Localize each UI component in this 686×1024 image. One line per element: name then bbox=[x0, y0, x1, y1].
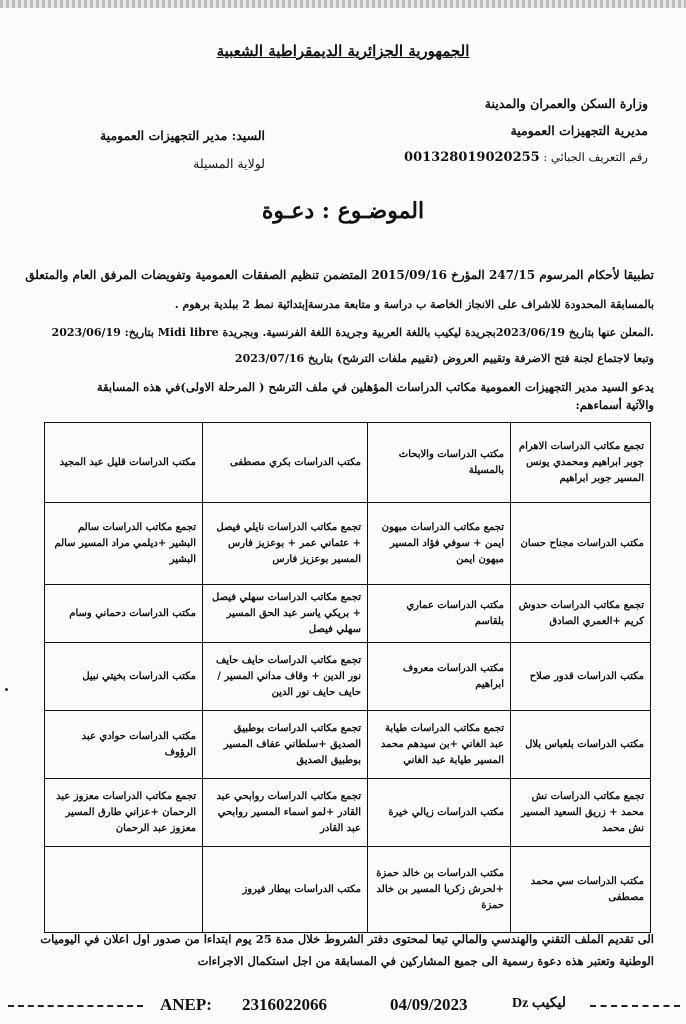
table-cell: مكتب الدراسات بخيتي نبيل bbox=[45, 643, 203, 711]
anep-label: ANEP: bbox=[160, 995, 212, 1014]
table-cell: مكتب الدراسات سي محمد مصطفى bbox=[511, 847, 651, 933]
table-row bbox=[45, 503, 651, 585]
invitation-text bbox=[34, 378, 654, 414]
footer-divider bbox=[8, 1005, 143, 1007]
publication-date: 04/09/2023 bbox=[390, 995, 468, 1014]
table-cell: تجمع مكاتب الدراسات سهلي فيصل + بريكي ياسر عبد الحق المسير سهلي فيصل bbox=[203, 585, 368, 643]
issuer-block bbox=[404, 90, 648, 171]
table-cell: تجمع مكاتب الدراسات حدوش كريم +العمري الصادق bbox=[511, 585, 651, 643]
table-row bbox=[45, 779, 651, 847]
table-cell: مكتب الدراسات قليل عبد المجيد bbox=[45, 423, 203, 503]
footer-strip bbox=[0, 995, 686, 1019]
table-cell: تجمع مكاتب الدراسات طيابة عبد الغاني +بن سيدهم محمد المسير طيابة عبد الغاني bbox=[368, 711, 511, 779]
table-row bbox=[45, 585, 651, 643]
table-cell: تجمع مكاتب الدراسات سالم البشير +ديلمي مراد المسير سالم البشير bbox=[45, 503, 203, 585]
table-cell: تجمع مكاتب الدراسات معزوز عبد الرحمان +عزاني طارق المسير معزوز عبد الرحمان bbox=[45, 779, 203, 847]
table-cell: تجمع مكاتب الدراسات نايلي فيصل + عثماني عمر + بوعزيز فارس المسير بوعزيز فارس bbox=[203, 503, 368, 585]
addressee-block bbox=[55, 122, 265, 178]
anep-number: 2316022066 bbox=[242, 995, 327, 1014]
table-cell: مكتب الدراسات بيطار فيروز bbox=[203, 847, 368, 933]
directorate-name: مديرية التجهيزات العمومية bbox=[510, 123, 648, 138]
subject-heading: الموضـوع : دعـوة bbox=[261, 198, 425, 224]
table-cell: تجمع مكاتب الدراسات بوطبيق الصديق +سلطاني عفاف المسير بوطبيق الصديق bbox=[203, 711, 368, 779]
scan-speck bbox=[5, 688, 8, 691]
table-cell: تجمع مكاتب الدراسات نش محمد + زريق السعيد المسير نش محمد bbox=[511, 779, 651, 847]
table-row bbox=[45, 423, 651, 503]
tax-id-value: 001328019020255 bbox=[404, 150, 540, 165]
newspaper-source: ليكيب Dz bbox=[512, 996, 567, 1011]
table-cell: مكتب الدراسات بكري مصطفى bbox=[203, 423, 368, 503]
footer-divider bbox=[590, 1005, 680, 1007]
table-cell: مكتب الدراسات قدور صلاح bbox=[511, 643, 651, 711]
scan-top-edge bbox=[0, 0, 686, 8]
body-paragraph-competition: بالمسابقة المحدودة للاشراف على الانجاز الخاصة ب دراسة و متابعة مدرسةإبتدائية نمط 2 ببلدية برهوم . bbox=[174, 298, 654, 311]
invitation-line: يدعو السيد مدير التجهيزات العمومية مكاتب الدراسات المؤهلين في ملف الترشح ( المرحلة الاولى)في هذه المسابقة bbox=[96, 380, 654, 394]
table-cell: مكتب الدراسات بن خالد حمزة +لحرش زكريا المسير بن خالد حمزة bbox=[368, 847, 511, 933]
invitation-line: والآتية أسماءهم: bbox=[575, 398, 654, 412]
table-cell: مكتب الدراسات معروف ابراهيم bbox=[368, 643, 511, 711]
table-cell: تجمع مكاتب الدراسات روابحي عبد القادر +لمو اسماء المسير روابحي عبد القادر bbox=[203, 779, 368, 847]
table-cell: مكتب الدراسات والابحاث بالمسيلة bbox=[368, 423, 511, 503]
addressee-wilaya: لولاية المسيلة bbox=[193, 156, 265, 171]
table-row bbox=[45, 711, 651, 779]
table-row bbox=[45, 847, 651, 933]
bureaux-table bbox=[44, 422, 651, 933]
table-cell: تجمع مكاتب الدراسات الاهرام جوبر ابراهيم ومحمدي يونس المسير جوبر ابراهيم bbox=[511, 423, 651, 503]
addressee-title: السيد: مدير التجهيزات العمومية bbox=[99, 128, 265, 143]
closing-line: الوطنية وتعتبر هذه دعوة رسمية الى جميع المشاركين في المسابقة من اجل استكمال الاجراءات bbox=[197, 954, 654, 968]
table-cell bbox=[45, 847, 203, 933]
table-cell: تجمع مكاتب الدراسات حايف حايف نور الدين + وقاف مداني المسير / حايف حايف نور الدين bbox=[203, 643, 368, 711]
table-row bbox=[45, 643, 651, 711]
table-cell: مكتب الدراسات حوادي عبد الرؤوف bbox=[45, 711, 203, 779]
table-cell: مكتب الدراسات عماري بلقاسم bbox=[368, 585, 511, 643]
body-paragraph-meeting: وتبعا لاجتماع لجنة فتح الاضرفة وتقييم العروض (تقييم ملفات الترشح) بتاريخ 2023/07/16 bbox=[234, 352, 654, 365]
closing-line: الى تقديم الملف التقني والهندسي والمالي تبعا لمحتوى دفتر الشروط خلال مدة 25 يوم ابتداءا من صدور اول اعلان في اليوميات bbox=[40, 932, 654, 946]
table-cell: مكتب الدراسات زيالي خيرة bbox=[368, 779, 511, 847]
table-cell: مكتب الدراسات بلعباس بلال bbox=[511, 711, 651, 779]
ministry-name: وزارة السكن والعمران والمدينة bbox=[484, 96, 648, 111]
table-cell: مكتب الدراسات مجناح حسان bbox=[511, 503, 651, 585]
tax-id-line bbox=[404, 144, 648, 171]
table-cell: مكتب الدراسات دحماني وسام bbox=[45, 585, 203, 643]
tax-id-label: رقم التعريف الجبائي : bbox=[543, 150, 648, 164]
closing-text bbox=[24, 928, 654, 972]
body-paragraph-decree: تطبيقا لأحكام المرسوم 247/15 المؤرخ 2015/09/16 المتضمن تنظيم الصفقات العمومية وتفويضات المرفق العام والمتعلق bbox=[25, 268, 654, 282]
body-paragraph-publication: .المعلن عنها بتاريخ 2023/06/19بجريدة ليكيب باللغة العربية وجريدة اللغة الفرنسية. وبجريدة Midi libre بتاريخ: 2023/06/19 bbox=[51, 326, 654, 339]
table-cell: تجمع مكاتب الدراسات مبهون ايمن + سوفي فؤاد المسير مبهون ايمن bbox=[368, 503, 511, 585]
republic-title: الجمهورية الجزائرية الديمقراطية الشعبية bbox=[216, 42, 470, 60]
